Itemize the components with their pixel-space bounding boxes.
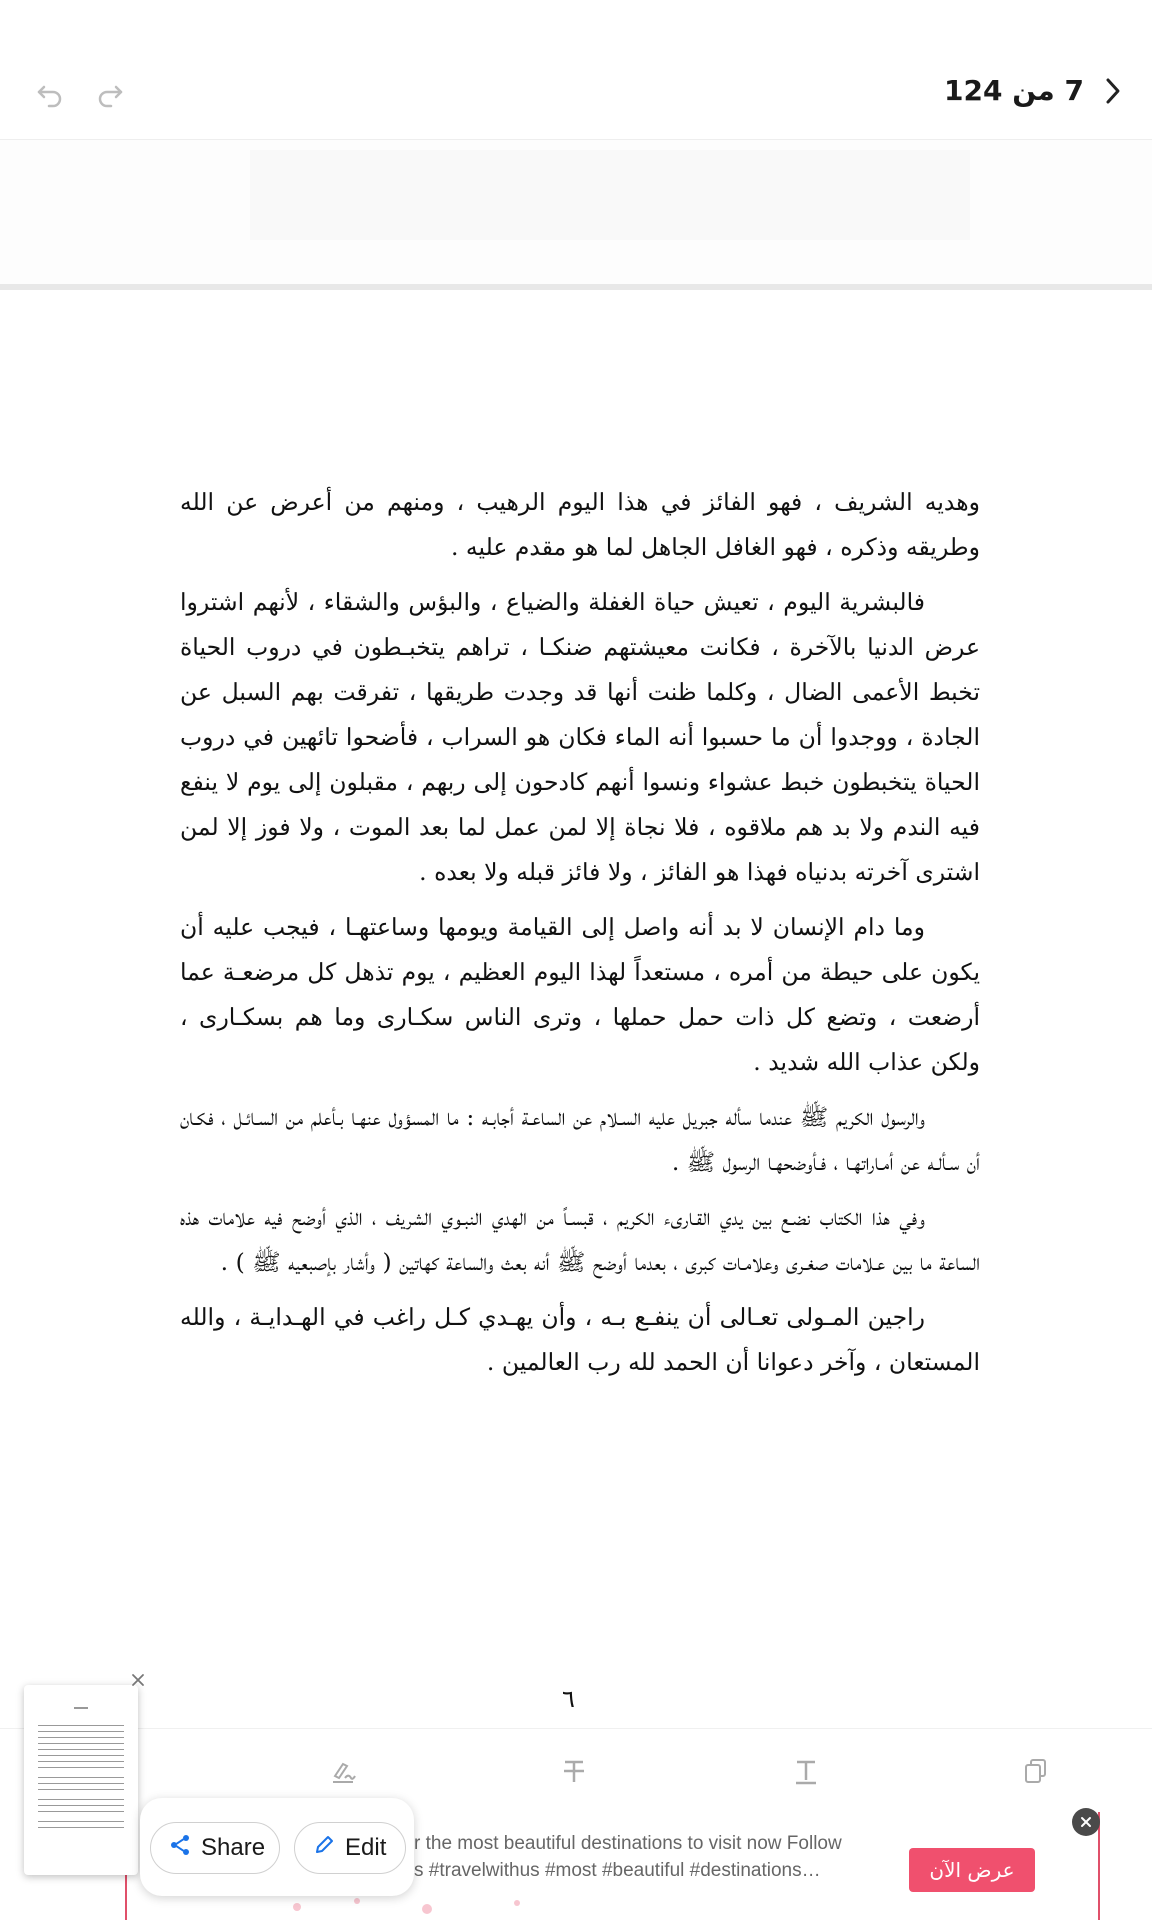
close-icon[interactable] bbox=[1072, 1808, 1100, 1836]
undo-icon[interactable] bbox=[22, 66, 78, 122]
document-page bbox=[0, 290, 1152, 1730]
thumbnail-line bbox=[38, 1799, 124, 1800]
copy-icon[interactable] bbox=[1014, 1749, 1058, 1793]
thumbnail-line bbox=[74, 1707, 88, 1709]
thumbnail-line bbox=[38, 1737, 124, 1738]
thumbnail-line bbox=[38, 1789, 124, 1790]
thumbnail-line bbox=[38, 1777, 124, 1778]
thumbnail-line bbox=[38, 1811, 124, 1812]
edit-label: Edit bbox=[345, 1834, 387, 1861]
page-indicator[interactable] bbox=[944, 74, 1128, 107]
page-body-text bbox=[180, 480, 980, 1395]
signature-icon[interactable] bbox=[322, 1749, 366, 1793]
thumbnail-actions bbox=[140, 1798, 414, 1896]
text-icon[interactable] bbox=[784, 1749, 828, 1793]
thumbnail-line bbox=[38, 1821, 124, 1822]
thumbnail-line bbox=[38, 1725, 124, 1726]
chevron-right-icon[interactable] bbox=[1098, 76, 1128, 106]
thumbnail-line bbox=[38, 1783, 124, 1784]
ad-text-line: r the most beautiful destinations to visit now Follow bbox=[414, 1833, 842, 1854]
thumbnail-line bbox=[38, 1749, 124, 1750]
paragraph: وهديه الشريف ، فهو الفائز في هذا اليوم الرهيب ، ومنهم من أعرض عن الله وطريقه وذكره ، فهو الغافل الجاهل لما هو مقدم عليه . bbox=[180, 488, 980, 561]
share-button[interactable] bbox=[150, 1822, 280, 1874]
page-thumbnail[interactable] bbox=[24, 1685, 138, 1875]
page-number: ٦ bbox=[562, 1685, 575, 1713]
paragraph: والرسول الكريم ﷺ عندما سأله جبريل عليه السـلام عن الساعـة أجابـه : ما المسؤول عنهـا بـأعلم من السـائـل ، فكـان أن سـألـه عن أمـاراتهـا ، فـأوضحهـا الرسول ﷺ . bbox=[180, 1103, 980, 1176]
thumbnail-line bbox=[38, 1755, 124, 1756]
ad-cta-button[interactable]: عرض الآن bbox=[909, 1848, 1035, 1892]
ad-text-line: s #travelwithus #most #beautiful #destinations… bbox=[414, 1860, 821, 1881]
thumbnail-line bbox=[38, 1805, 124, 1806]
page-indicator-text: 7 من 124 bbox=[944, 74, 1084, 107]
thumbnail-line bbox=[38, 1767, 124, 1768]
pencil-icon bbox=[313, 1834, 335, 1863]
thumbnail-line bbox=[38, 1731, 124, 1732]
thumbnail-line bbox=[38, 1743, 124, 1744]
redo-icon[interactable] bbox=[82, 66, 138, 122]
thumbnail-line bbox=[38, 1827, 124, 1828]
paragraph: وفي هذا الكتاب نضـع بين يدي القـارىء الكريم ، قبسـاً من الهدي النبـوي الشريف ، الذي أوضح فيه علامات هذه الساعة ما بين عـلامات صغـرى وعلامـات كبرى ، بعدما أوضح ﷺ أنه بعث والساعة كهاتين ( وأشار بإصبعيه ﷺ ) . bbox=[180, 1203, 980, 1276]
paragraph: وما دام الإنسان لا بد أنه واصل إلى القيامة ويومها وساعتهـا ، فيجب عليه أن يكون على حيطة من أمره ، مستعداً لهذا اليوم العظيم ، يوم تذهل كل مرضعـة عما أرضعت ، وتضع كل ذات حمل حملها ، وترى الناس سكـارى وما هم بسكـارى ، ولكن عذاب الله شديد . bbox=[180, 913, 980, 1076]
share-icon bbox=[169, 1834, 191, 1863]
previous-page-ghost bbox=[250, 150, 970, 240]
paragraph: فالبشرية اليوم ، تعيش حياة الغفلة والضياع ، والبؤس والشقاء ، لأنهم اشتروا عرض الدنيا بالآخرة ، فكانت معيشتهم ضنكـا ، تراهم يتخبـطون في دروب الحياة تخبط الأعمى الضال ، وكلما ظنت أنها قد وجدت طريقها ، تفرقت بهم السبل عن الجادة ، ووجدوا أن ما حسبوا أنه الماء فكان هو السراب ، فأضحوا تائهين في دروب الحياة يتخبطون خبط عشواء ونسوا أنهم كادحون إلى ربهم ، مقبلون إلى يوم لا ينفع فيه الندم ولا بد هم ملاقوه ، فلا نجاة إلا لمن عمل لما بعد الموت ، ولا فوز إلا لمن اشترى آخرته بدنياه فهذا هو الفائز ، ولا فائز قبله ولا بعده . bbox=[180, 588, 980, 886]
paragraph: راجين المـولى تعـالى أن ينفـع بـه ، وأن يهـدي كـل راغب في الهـدايـة ، والله المستعان ، وآخر دعوانا أن الحمد لله رب العالمين . bbox=[180, 1303, 980, 1376]
strikethrough-icon[interactable] bbox=[552, 1749, 596, 1793]
edit-button[interactable] bbox=[294, 1822, 406, 1874]
share-label: Share bbox=[201, 1834, 266, 1861]
close-icon[interactable] bbox=[128, 1670, 148, 1690]
thumbnail-line bbox=[38, 1761, 124, 1762]
top-toolbar bbox=[0, 0, 1152, 140]
